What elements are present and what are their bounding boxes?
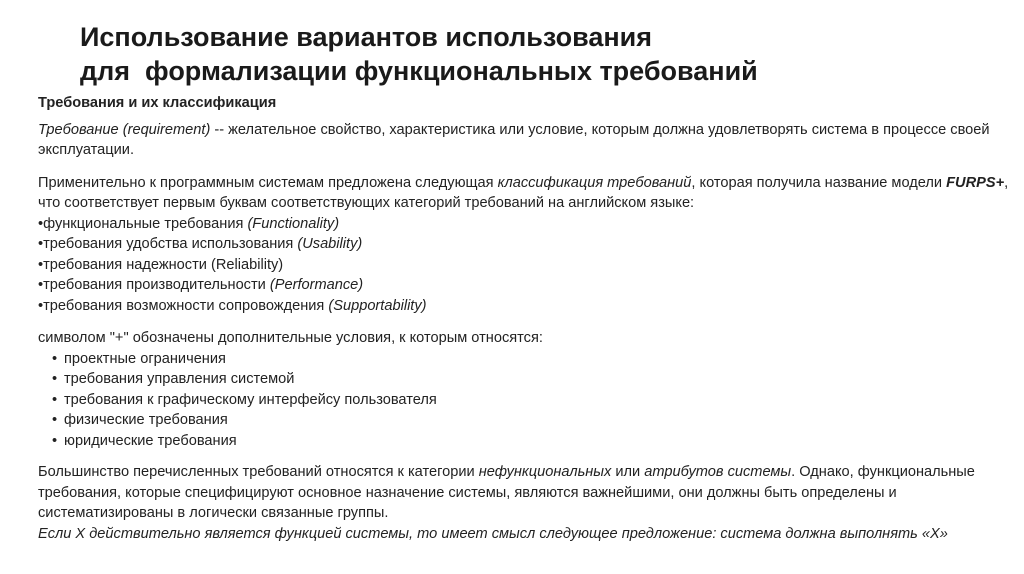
plus-intro: символом "+" обозначены дополнительные условия, к которым относятся:: [38, 330, 543, 346]
list-item: [38, 234, 1024, 255]
classification-text-2: , которая получила название модели: [691, 174, 947, 191]
furps-model-name: FURPS+: [946, 174, 1005, 191]
definition-text: -- желательное свойство, характеристика или условие, которым должна удовлетворять система в процессе своей эксплуатации.: [38, 121, 990, 158]
list-item: • юридические требования: [38, 431, 1024, 452]
final-italic-text: Если X действительно является функцией системы, то имеет смысл следующее предложение: система должна выполнять «X»: [38, 525, 948, 542]
list-item: • физические требования: [38, 410, 1024, 431]
definition-term-en: (requirement): [118, 121, 211, 138]
conclusion-text-1: Большинство перечисленных требований относятся к категории: [38, 464, 479, 480]
classification-paragraph: [38, 173, 1024, 214]
list-item: [38, 214, 1024, 235]
list-item: • проектные ограничения: [38, 349, 1024, 370]
classification-text-3: , что соответствует первым буквам соответствующих категорий требований на английском языке:: [38, 174, 1009, 211]
list-item-en: (Functionality): [247, 215, 340, 232]
conclusion-emphasis-2: атрибутов системы: [644, 464, 792, 480]
list-item-text: требования возможности сопровождения: [43, 297, 329, 314]
title-line-2: для формализации функциональных требований: [80, 56, 758, 86]
categories-list: [38, 214, 1024, 317]
final-statement: [38, 524, 1024, 545]
list-item: • требования управления системой: [38, 369, 1024, 390]
conclusion-text-2: или: [611, 464, 645, 480]
title-line-1: Использование вариантов использования: [80, 22, 653, 52]
list-item-text: требования производительности: [43, 277, 270, 293]
conclusion-text-3: . Однако, функциональные требования, которые специфицируют основное назначение системы, являются важнейшими, они должны быть определены и систематизированы в логически связанные группы.: [38, 464, 975, 521]
list-item: • требования к графическому интерфейсу пользователя: [38, 390, 1024, 411]
classification-emphasis: классификация требований: [497, 174, 692, 191]
list-item: [38, 275, 1024, 296]
list-item: [38, 296, 1024, 317]
classification-text-1: Применительно к программным системам предложена следующая: [38, 174, 498, 191]
list-item-text: функциональные требования: [43, 215, 248, 232]
list-item-en: (Performance): [269, 277, 364, 293]
list-item-en: (Supportability): [328, 297, 427, 314]
list-item-text: требования надежности (Reliability): [43, 256, 284, 273]
conclusion-emphasis-1: нефункциональных: [478, 464, 612, 480]
conclusion-paragraph: [38, 462, 1024, 524]
list-item-text: требования удобства использования: [43, 236, 298, 252]
plus-items-list: [38, 349, 1024, 452]
list-item-en: (Usability): [297, 236, 363, 252]
slide-content: [38, 93, 1024, 544]
list-item: [38, 255, 1024, 276]
slide-title: [80, 20, 758, 88]
section-subtitle: Требования и их классификация: [38, 95, 277, 111]
definition-term: Требование: [38, 121, 119, 138]
definition-paragraph: [38, 120, 1024, 161]
